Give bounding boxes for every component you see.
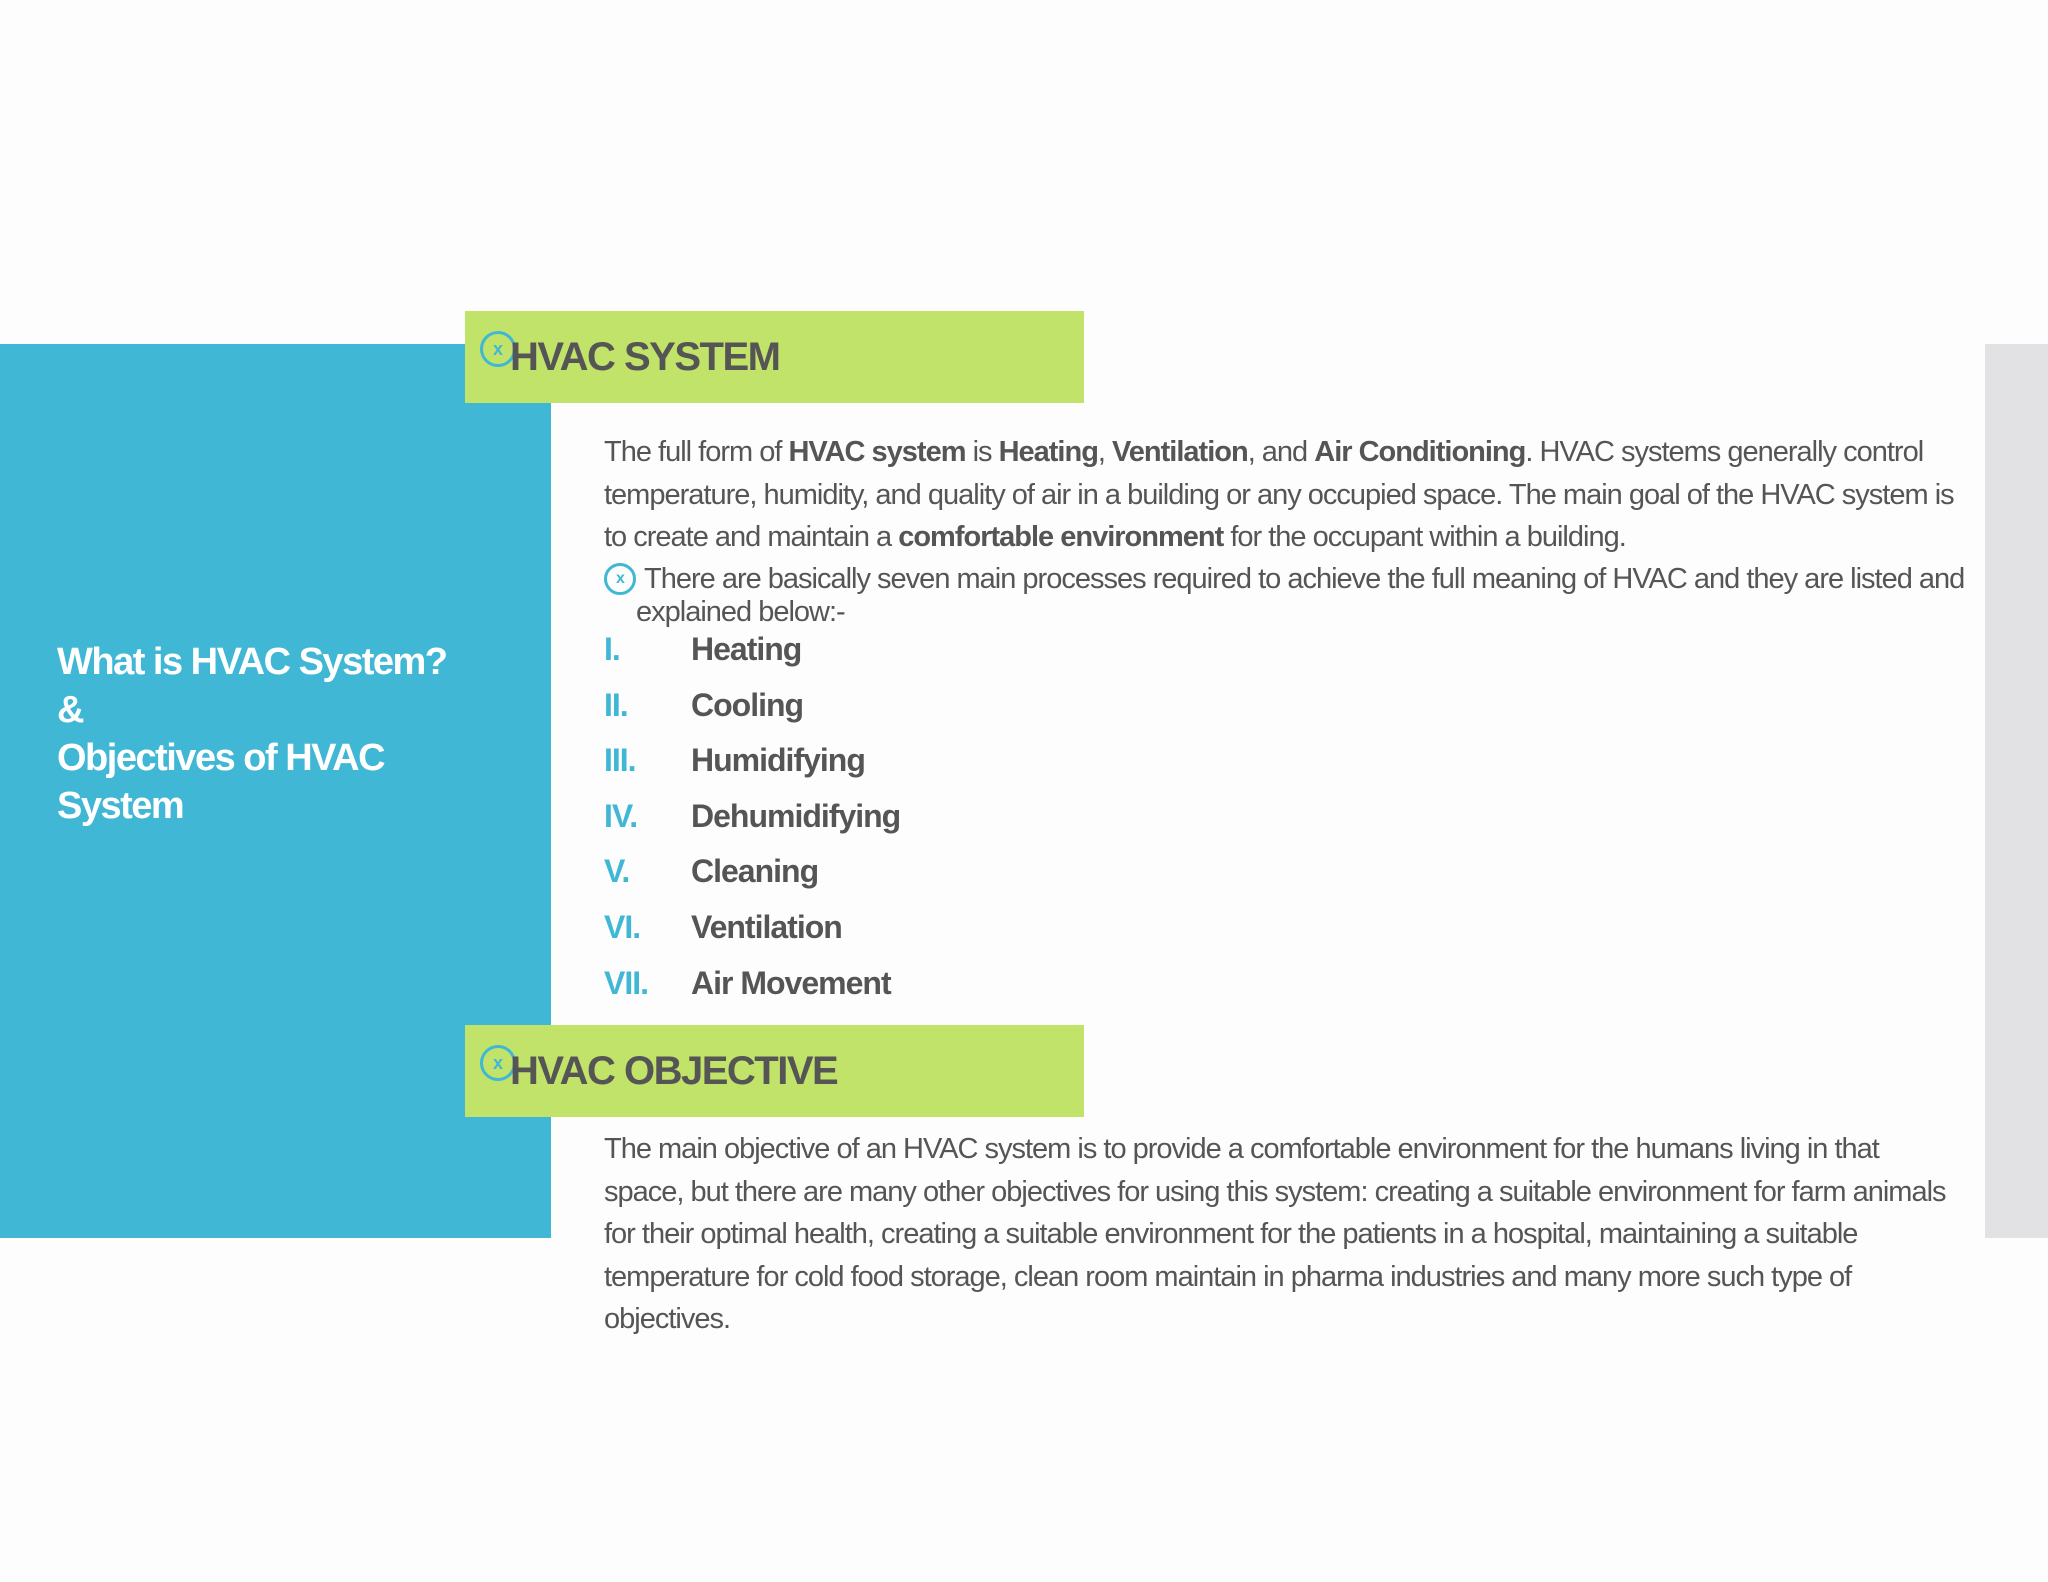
hvac-intro-paragraph xyxy=(604,431,1954,559)
right-gray-strip xyxy=(1985,344,2048,1238)
bullet-text-continued: explained below:- xyxy=(636,596,845,628)
slide-title xyxy=(57,638,477,830)
hvac-objective-paragraph: The main objective of an HVAC system is to provide a comfortable environment for the humans living in that space, but there are many other objectives for using this system: creating a suitable environment for farm animals for their optimal health, creating a suitable environment for the patients in a hospital, maintaining a suitable temperature for cold food storage, clean room maintain in pharma industries and many more such type of objectives. xyxy=(604,1133,1946,1335)
slide-title-line2: Objectives of HVAC System xyxy=(57,737,385,827)
process-label: Cleaning xyxy=(691,853,819,890)
process-label: Heating xyxy=(691,631,802,667)
process-number: VI. xyxy=(604,908,641,945)
process-label: Cooling xyxy=(691,686,804,723)
section-title-hvac-system: HVAC SYSTEM xyxy=(510,335,780,379)
process-label: Air Movement xyxy=(691,964,891,1001)
x-circle-icon: x xyxy=(480,331,516,367)
x-circle-icon: x xyxy=(480,1045,516,1081)
hvac-objective-banner xyxy=(465,1025,1084,1117)
intro-text: , and xyxy=(1247,436,1315,468)
bullet-text: There are basically seven main processes required to achieve the full meaning of HVAC and they are listed and xyxy=(644,563,1965,595)
intro-bold-ventilation: Ventilation xyxy=(1112,436,1248,468)
intro-bold-comfortable-environment: comfortable environment xyxy=(898,521,1224,553)
intro-bold-air-conditioning: Air Conditioning xyxy=(1314,436,1526,468)
intro-text: . HVAC systems generally control temperature, humidity, and quality of air in a building or any occupied space. The main goal of the HVAC system is to create and maintain a xyxy=(604,436,1954,553)
intro-bold-heating: Heating xyxy=(998,436,1098,468)
process-label: Ventilation xyxy=(691,908,842,945)
process-number: V. xyxy=(604,853,630,890)
intro-text: The full form of xyxy=(604,436,789,468)
slide-title-line1: What is HVAC System? & xyxy=(57,641,447,731)
process-label: Humidifying xyxy=(691,742,865,779)
intro-bold-hvac-system: HVAC system xyxy=(788,436,966,468)
process-number: II. xyxy=(604,686,628,723)
intro-text: , xyxy=(1097,436,1113,468)
process-number: III. xyxy=(604,742,636,779)
process-number: I. xyxy=(604,631,620,667)
process-number: VII. xyxy=(604,964,649,1001)
process-number: IV. xyxy=(604,797,638,834)
process-label: Dehumidifying xyxy=(691,797,901,834)
section-title-hvac-objective: HVAC OBJECTIVE xyxy=(510,1049,838,1093)
x-circle-bullet-icon: x xyxy=(604,563,636,595)
hvac-system-banner xyxy=(465,311,1084,403)
intro-text: for the occupant within a building. xyxy=(1223,521,1626,553)
processes-bullet xyxy=(604,563,1974,629)
intro-text: is xyxy=(965,436,999,468)
